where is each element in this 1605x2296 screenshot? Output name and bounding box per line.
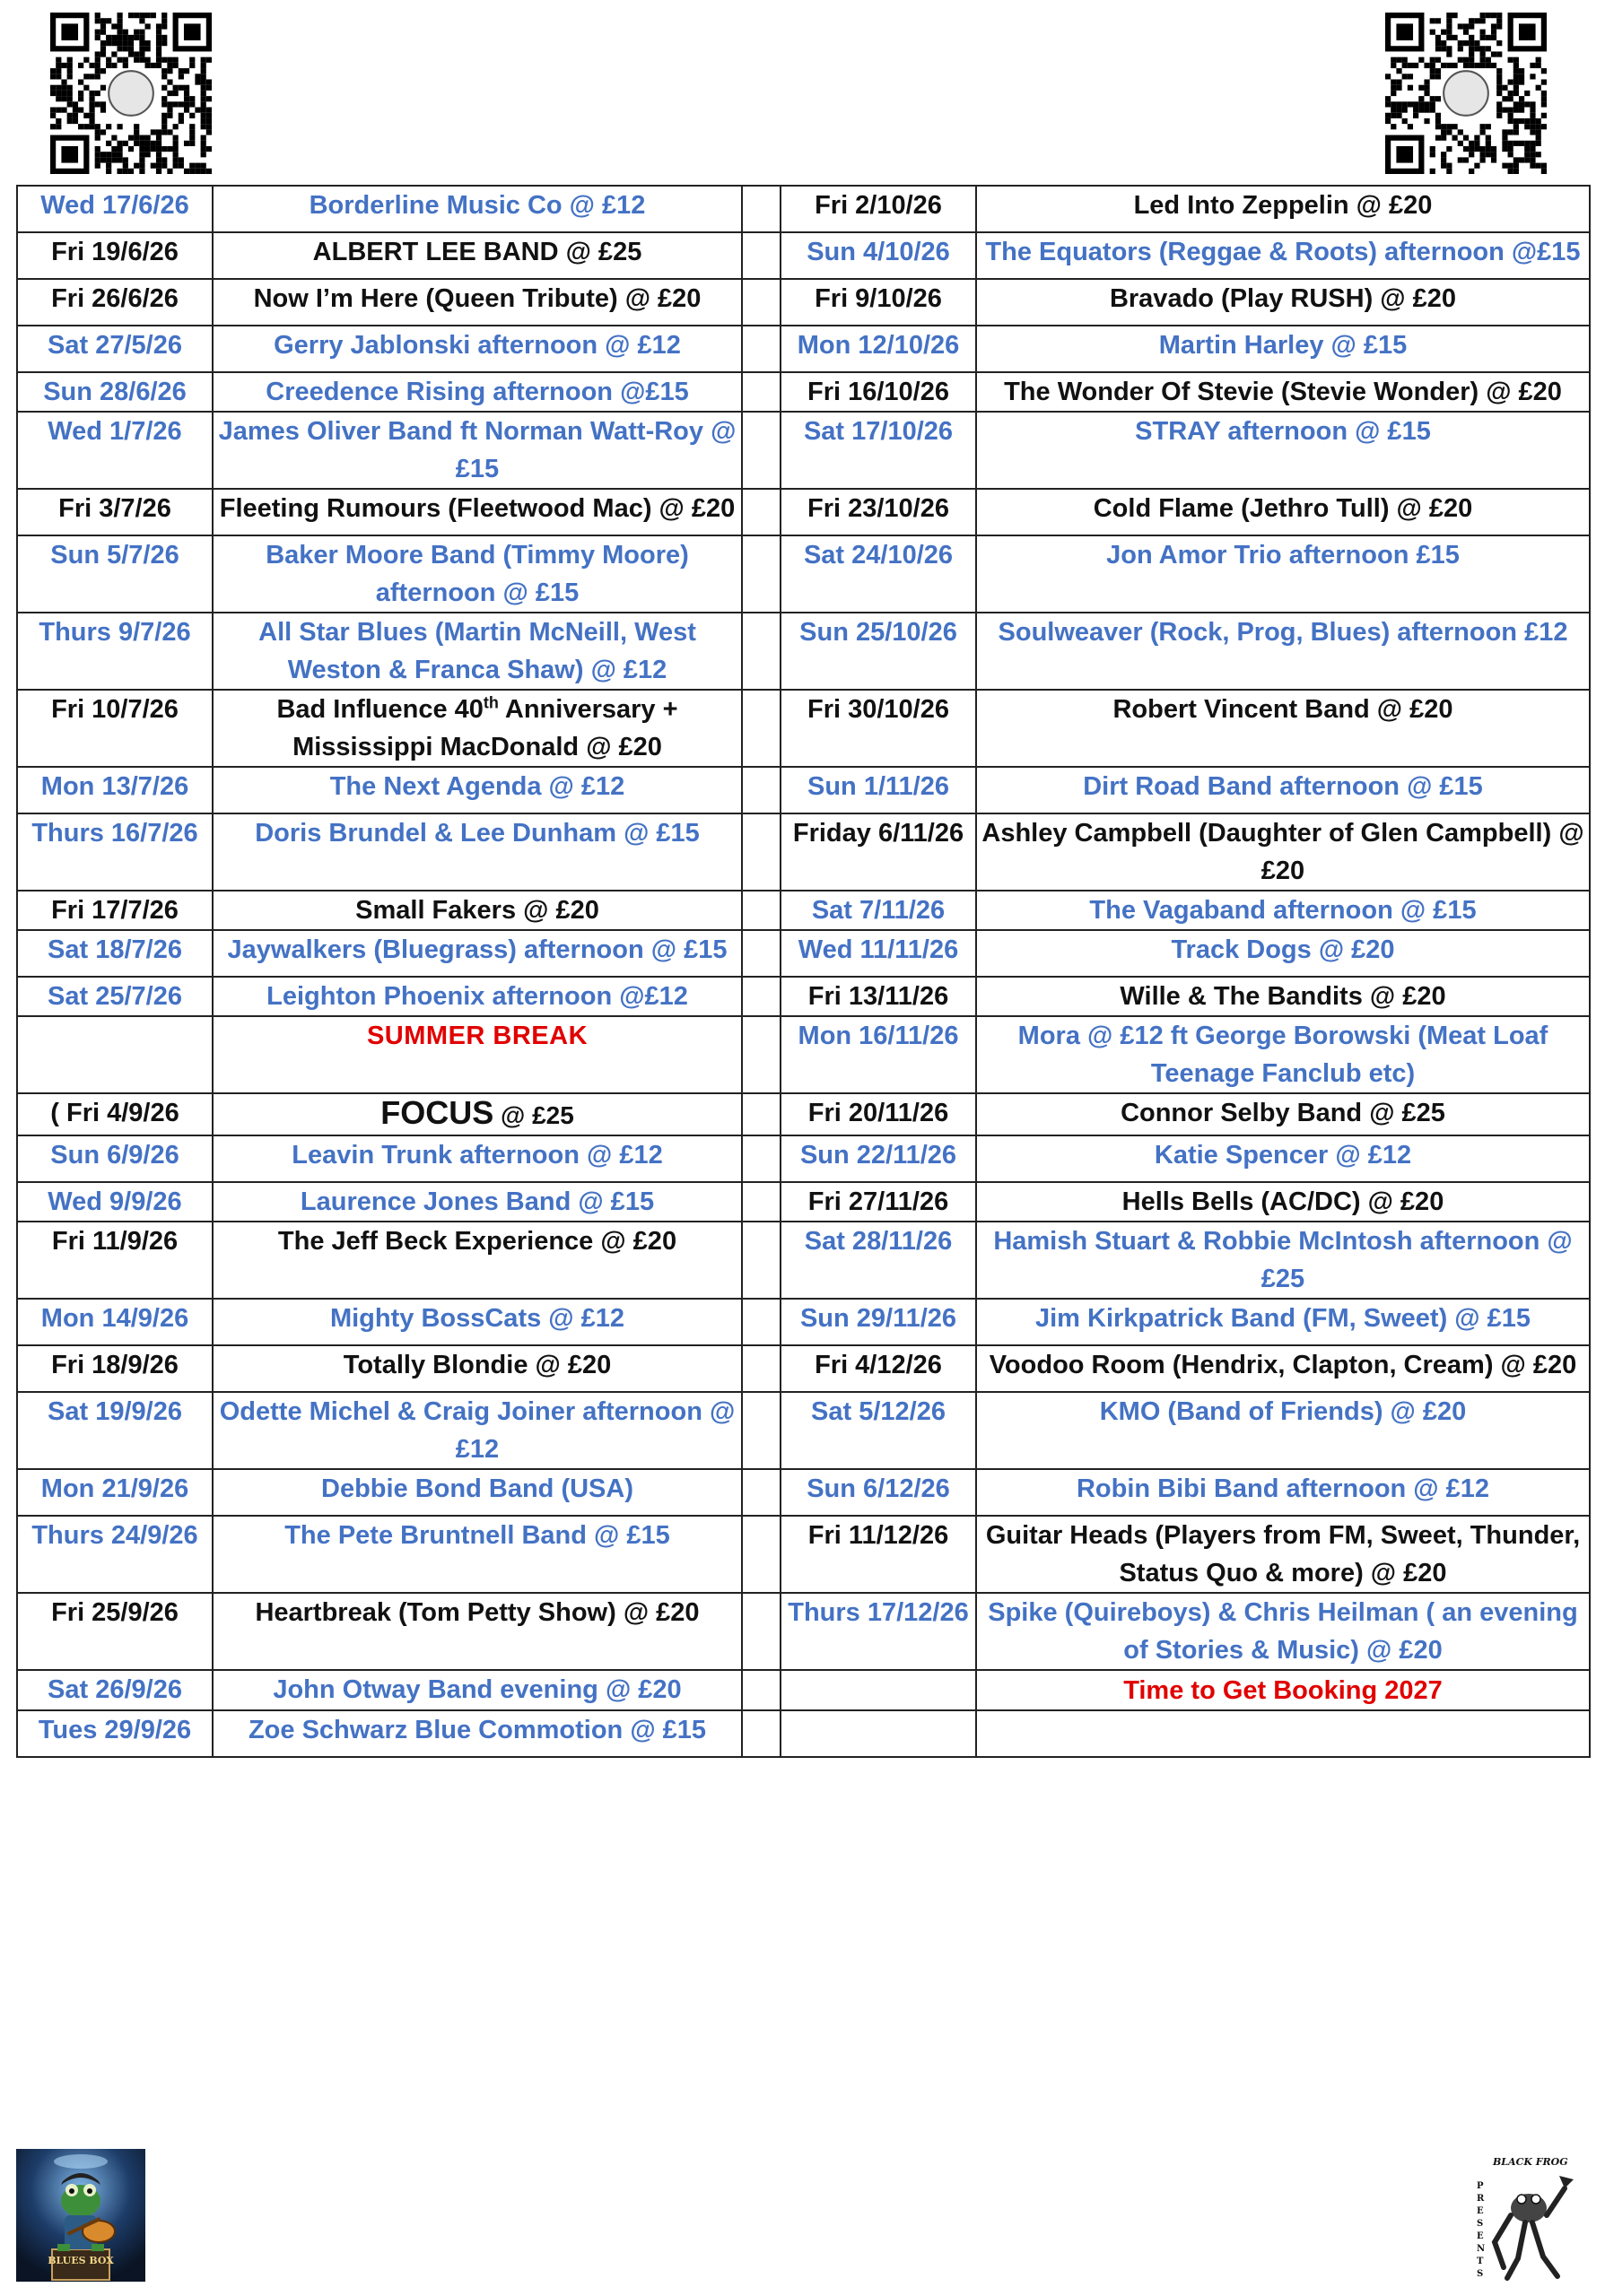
left-event-date: Wed 17/6/26 — [17, 186, 213, 232]
table-row — [17, 489, 1590, 535]
column-divider — [742, 1345, 781, 1392]
column-divider — [742, 767, 781, 813]
right-event-date: Fri 30/10/26 — [781, 690, 976, 767]
table-row — [17, 326, 1590, 372]
left-event-title — [213, 1093, 742, 1135]
svg-text:S: S — [1477, 2269, 1484, 2279]
right-event-date — [781, 1670, 976, 1710]
left-event-title: Baker Moore Band (Timmy Moore) afternoon @ £15 — [213, 535, 742, 613]
svg-text:BLUES BOX: BLUES BOX — [48, 2255, 114, 2266]
headline-price: @ £25 — [493, 1101, 574, 1129]
left-event-title — [213, 690, 742, 767]
right-event-title: Track Dogs @ £20 — [976, 930, 1590, 977]
column-divider — [742, 372, 781, 412]
right-event-title: The Equators (Reggae & Roots) afternoon @£15 — [976, 232, 1590, 279]
right-event-title: Spike (Quireboys) & Chris Heilman ( an evening of Stories & Music) @ £20 — [976, 1593, 1590, 1670]
column-divider — [742, 232, 781, 279]
left-event-title: Small Fakers @ £20 — [213, 891, 742, 930]
left-event-title: Gerry Jablonski afternoon @ £12 — [213, 326, 742, 372]
right-event-date: Wed 11/11/26 — [781, 930, 976, 977]
left-event-title: Borderline Music Co @ £12 — [213, 186, 742, 232]
right-event-title: Robert Vincent Band @ £20 — [976, 690, 1590, 767]
column-divider — [742, 1299, 781, 1345]
right-event-title: KMO (Band of Friends) @ £20 — [976, 1392, 1590, 1469]
left-event-title: James Oliver Band ft Norman Watt-Roy @ £15 — [213, 412, 742, 489]
events-table — [16, 185, 1591, 1758]
left-event-date: Fri 18/9/26 — [17, 1345, 213, 1392]
column-divider — [742, 930, 781, 977]
right-event-date — [781, 1710, 976, 1757]
table-row — [17, 977, 1590, 1016]
table-row — [17, 613, 1590, 690]
svg-text:E: E — [1477, 2231, 1484, 2241]
table-row — [17, 186, 1590, 232]
qr-code-icon — [50, 13, 212, 174]
headline-band-name: FOCUS — [380, 1094, 494, 1131]
right-event-title: STRAY afternoon @ £15 — [976, 412, 1590, 489]
left-event-title: All Star Blues (Martin McNeill, West Weston & Franca Shaw) @ £12 — [213, 613, 742, 690]
right-event-date: Sun 6/12/26 — [781, 1469, 976, 1516]
right-event-title: Katie Spencer @ £12 — [976, 1135, 1590, 1182]
table-row — [17, 1670, 1590, 1710]
right-event-date: Fri 11/12/26 — [781, 1516, 976, 1593]
column-divider — [742, 535, 781, 613]
qr-code-icon — [1385, 13, 1547, 174]
left-event-date: Fri 19/6/26 — [17, 232, 213, 279]
left-event-title: Doris Brundel & Lee Dunham @ £15 — [213, 813, 742, 891]
left-event-title: The Next Agenda @ £12 — [213, 767, 742, 813]
left-event-title: Mighty BossCats @ £12 — [213, 1299, 742, 1345]
column-divider — [742, 186, 781, 232]
left-event-title: John Otway Band evening @ £20 — [213, 1670, 742, 1710]
left-event-title: Heartbreak (Tom Petty Show) @ £20 — [213, 1593, 742, 1670]
event-title-part: Bad Influence 40 — [276, 695, 484, 724]
left-event-title: The Pete Bruntnell Band @ £15 — [213, 1516, 742, 1593]
table-row — [17, 1516, 1590, 1593]
right-event-date: Fri 23/10/26 — [781, 489, 976, 535]
black-frog-presents-logo-icon — [1453, 2152, 1579, 2287]
right-event-title: Soulweaver (Rock, Prog, Blues) afternoon £12 — [976, 613, 1590, 690]
left-event-date: Sat 18/7/26 — [17, 930, 213, 977]
blues-box-frog-guitar-logo-icon — [16, 2149, 145, 2282]
right-event-date: Sun 1/11/26 — [781, 767, 976, 813]
left-event-date: Mon 21/9/26 — [17, 1469, 213, 1516]
right-event-date: Mon 16/11/26 — [781, 1016, 976, 1093]
right-event-title: Wille & The Bandits @ £20 — [976, 977, 1590, 1016]
left-event-title: Laurence Jones Band @ £15 — [213, 1182, 742, 1222]
column-divider — [742, 1516, 781, 1593]
right-event-title: Jim Kirkpatrick Band (FM, Sweet) @ £15 — [976, 1299, 1590, 1345]
right-event-date: Sun 25/10/26 — [781, 613, 976, 690]
table-row — [17, 891, 1590, 930]
right-event-title: Bravado (Play RUSH) @ £20 — [976, 279, 1590, 326]
right-event-date: Sat 17/10/26 — [781, 412, 976, 489]
left-event-date: Wed 1/7/26 — [17, 412, 213, 489]
left-event-date: Sat 19/9/26 — [17, 1392, 213, 1469]
right-event-title: Voodoo Room (Hendrix, Clapton, Cream) @ £20 — [976, 1345, 1590, 1392]
svg-text:BLACK FROG: BLACK FROG — [1493, 2156, 1568, 2168]
svg-text:S: S — [1477, 2219, 1484, 2229]
right-event-title: The Vagaband afternoon @ £15 — [976, 891, 1590, 930]
column-divider — [742, 1182, 781, 1222]
right-event-title: Dirt Road Band afternoon @ £15 — [976, 767, 1590, 813]
ordinal-suffix: th — [483, 693, 499, 712]
left-event-date: Sun 6/9/26 — [17, 1135, 213, 1182]
right-event-date: Thurs 17/12/26 — [781, 1593, 976, 1670]
blues-box-logo — [16, 2149, 145, 2282]
left-event-date: ( Fri 4/9/26 — [17, 1093, 213, 1135]
right-event-date: Sat 7/11/26 — [781, 891, 976, 930]
left-event-title: Leighton Phoenix afternoon @£12 — [213, 977, 742, 1016]
svg-text:R: R — [1477, 2194, 1485, 2204]
column-divider — [742, 977, 781, 1016]
table-row — [17, 372, 1590, 412]
left-event-date: Thurs 9/7/26 — [17, 613, 213, 690]
right-event-title: Jon Amor Trio afternoon £15 — [976, 535, 1590, 613]
right-event-date: Sat 5/12/26 — [781, 1392, 976, 1469]
left-event-date: Mon 13/7/26 — [17, 767, 213, 813]
right-event-date: Mon 12/10/26 — [781, 326, 976, 372]
column-divider — [742, 813, 781, 891]
table-row — [17, 930, 1590, 977]
column-divider — [742, 1593, 781, 1670]
table-row — [17, 279, 1590, 326]
svg-text:P: P — [1477, 2181, 1484, 2191]
column-divider — [742, 1222, 781, 1299]
table-row — [17, 535, 1590, 613]
table-row — [17, 1710, 1590, 1757]
left-event-date: Thurs 16/7/26 — [17, 813, 213, 891]
column-divider — [742, 690, 781, 767]
table-row — [17, 1093, 1590, 1135]
left-event-date: Sat 27/5/26 — [17, 326, 213, 372]
right-event-title: Ashley Campbell (Daughter of Glen Campbell) @ £20 — [976, 813, 1590, 891]
table-row — [17, 690, 1590, 767]
right-event-title: Guitar Heads (Players from FM, Sweet, Thunder, Status Quo & more) @ £20 — [976, 1516, 1590, 1593]
right-event-date: Fri 16/10/26 — [781, 372, 976, 412]
table-row — [17, 813, 1590, 891]
right-event-date: Fri 20/11/26 — [781, 1093, 976, 1135]
left-event-date: Fri 11/9/26 — [17, 1222, 213, 1299]
column-divider — [742, 1670, 781, 1710]
left-event-date — [17, 1016, 213, 1093]
right-event-title: Connor Selby Band @ £25 — [976, 1093, 1590, 1135]
left-event-date: Fri 10/7/26 — [17, 690, 213, 767]
left-event-date: Tues 29/9/26 — [17, 1710, 213, 1757]
right-event-date: Fri 9/10/26 — [781, 279, 976, 326]
right-event-date: Fri 27/11/26 — [781, 1182, 976, 1222]
column-divider — [742, 1093, 781, 1135]
left-event-title: Zoe Schwarz Blue Commotion @ £15 — [213, 1710, 742, 1757]
left-event-date: Fri 17/7/26 — [17, 891, 213, 930]
right-event-date: Sat 24/10/26 — [781, 535, 976, 613]
left-event-title: SUMMER BREAK — [213, 1016, 742, 1093]
right-event-title: Cold Flame (Jethro Tull) @ £20 — [976, 489, 1590, 535]
left-event-title: Totally Blondie @ £20 — [213, 1345, 742, 1392]
table-row — [17, 1016, 1590, 1093]
svg-text:N: N — [1477, 2244, 1486, 2254]
right-event-date: Fri 2/10/26 — [781, 186, 976, 232]
left-event-title: Creedence Rising afternoon @£15 — [213, 372, 742, 412]
left-event-title: Leavin Trunk afternoon @ £12 — [213, 1135, 742, 1182]
right-event-date: Sat 28/11/26 — [781, 1222, 976, 1299]
left-event-title: Debbie Bond Band (USA) — [213, 1469, 742, 1516]
right-event-title: Hells Bells (AC/DC) @ £20 — [976, 1182, 1590, 1222]
left-event-date: Wed 9/9/26 — [17, 1182, 213, 1222]
table-row — [17, 1593, 1590, 1670]
left-event-title: Fleeting Rumours (Fleetwood Mac) @ £20 — [213, 489, 742, 535]
left-event-date: Sat 26/9/26 — [17, 1670, 213, 1710]
left-event-title: The Jeff Beck Experience @ £20 — [213, 1222, 742, 1299]
right-event-date: Sun 29/11/26 — [781, 1299, 976, 1345]
right-event-date: Sun 4/10/26 — [781, 232, 976, 279]
right-event-date: Fri 4/12/26 — [781, 1345, 976, 1392]
black-frog-logo — [1453, 2152, 1579, 2287]
right-event-title: Martin Harley @ £15 — [976, 326, 1590, 372]
table-row — [17, 1135, 1590, 1182]
table-row — [17, 1469, 1590, 1516]
right-event-title: Time to Get Booking 2027 — [976, 1670, 1590, 1710]
column-divider — [742, 1016, 781, 1093]
column-divider — [742, 891, 781, 930]
column-divider — [742, 613, 781, 690]
svg-text:E: E — [1477, 2206, 1484, 2216]
left-event-title: Odette Michel & Craig Joiner afternoon @ £12 — [213, 1392, 742, 1469]
column-divider — [742, 326, 781, 372]
left-event-title: Jaywalkers (Bluegrass) afternoon @ £15 — [213, 930, 742, 977]
svg-text:T: T — [1477, 2257, 1484, 2266]
left-event-date: Fri 26/6/26 — [17, 279, 213, 326]
right-event-title: Led Into Zeppelin @ £20 — [976, 186, 1590, 232]
left-event-title: ALBERT LEE BAND @ £25 — [213, 232, 742, 279]
right-event-title: Hamish Stuart & Robbie McIntosh afternoon @ £25 — [976, 1222, 1590, 1299]
column-divider — [742, 1135, 781, 1182]
column-divider — [742, 279, 781, 326]
table-row — [17, 232, 1590, 279]
left-event-date: Mon 14/9/26 — [17, 1299, 213, 1345]
left-event-title: Now I’m Here (Queen Tribute) @ £20 — [213, 279, 742, 326]
left-event-date: Fri 25/9/26 — [17, 1593, 213, 1670]
left-event-date: Sun 28/6/26 — [17, 372, 213, 412]
column-divider — [742, 1710, 781, 1757]
left-event-date: Thurs 24/9/26 — [17, 1516, 213, 1593]
table-row — [17, 1392, 1590, 1469]
right-event-title: Mora @ £12 ft George Borowski (Meat Loaf Teenage Fanclub etc) — [976, 1016, 1590, 1093]
right-event-date: Friday 6/11/26 — [781, 813, 976, 891]
right-event-title: Robin Bibi Band afternoon @ £12 — [976, 1469, 1590, 1516]
table-row — [17, 412, 1590, 489]
right-event-title: The Wonder Of Stevie (Stevie Wonder) @ £20 — [976, 372, 1590, 412]
table-row — [17, 1299, 1590, 1345]
table-row — [17, 1345, 1590, 1392]
table-row — [17, 1182, 1590, 1222]
right-event-date: Fri 13/11/26 — [781, 977, 976, 1016]
right-event-date: Sun 22/11/26 — [781, 1135, 976, 1182]
left-event-date: Fri 3/7/26 — [17, 489, 213, 535]
column-divider — [742, 412, 781, 489]
table-row — [17, 1222, 1590, 1299]
event-title-part: Anniversary + Mississippi MacDonald @ £20 — [292, 695, 678, 761]
table-row — [17, 767, 1590, 813]
right-event-title — [976, 1710, 1590, 1757]
column-divider — [742, 489, 781, 535]
left-event-date: Sun 5/7/26 — [17, 535, 213, 613]
column-divider — [742, 1392, 781, 1469]
left-event-date: Sat 25/7/26 — [17, 977, 213, 1016]
column-divider — [742, 1469, 781, 1516]
